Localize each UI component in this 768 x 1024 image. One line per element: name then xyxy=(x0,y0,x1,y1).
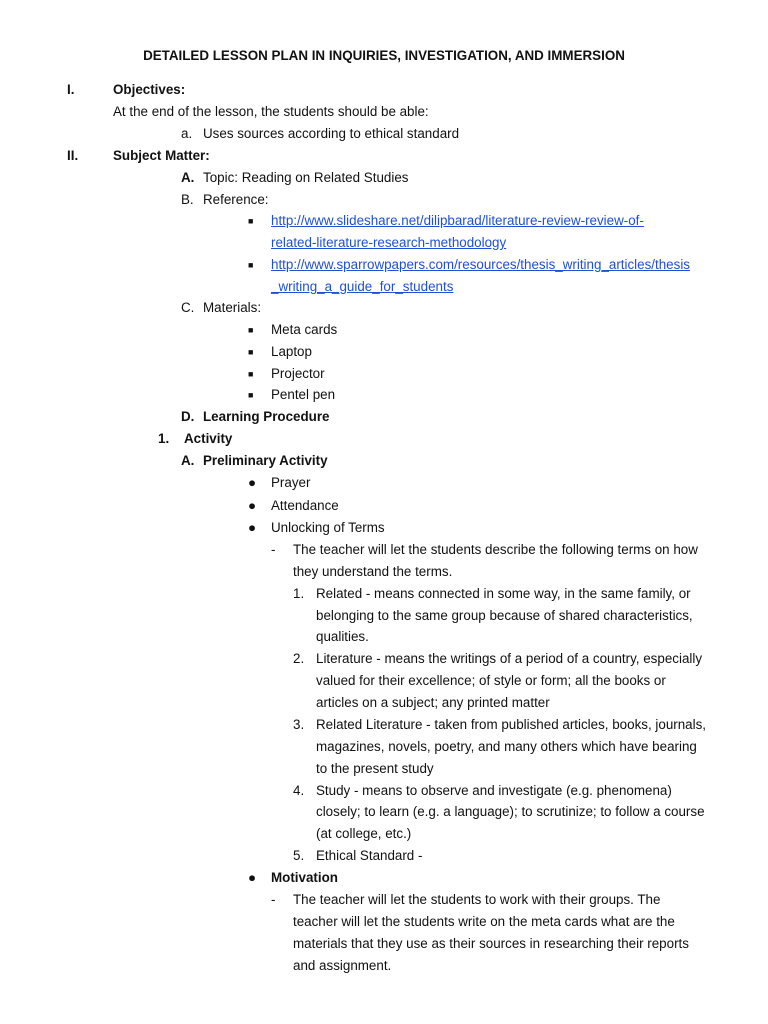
round-bullet-icon: ● xyxy=(248,498,257,513)
round-bullet-icon: ● xyxy=(248,870,257,885)
term-definition: Ethical Standard - xyxy=(316,848,423,863)
document-title: DETAILED LESSON PLAN IN INQUIRIES, INVESTIGATION, AND IMMERSION xyxy=(143,48,625,63)
material-item: Meta cards xyxy=(271,322,338,337)
activity-number: 1. xyxy=(158,431,170,446)
round-bullet-icon: ● xyxy=(248,475,257,490)
term-definition: Related Literature - taken from published articles, books, journals, xyxy=(316,717,707,732)
material-item: Laptop xyxy=(271,344,312,359)
reference-link-2-cont[interactable]: _writing_a_guide_for_students xyxy=(271,279,454,294)
square-bullet-icon: ■ xyxy=(248,260,254,270)
preliminary-item: Unlocking of Terms xyxy=(271,520,385,535)
term-number: 4. xyxy=(293,783,305,798)
motivation-text: The teacher will let the students to work with their groups. The xyxy=(293,892,661,907)
term-definition: to the present study xyxy=(316,761,434,776)
square-bullet-icon: ■ xyxy=(248,369,254,379)
section-1-number: I. xyxy=(67,82,75,97)
motivation-text: materials that they use as their sources in researching their reports xyxy=(293,936,689,951)
dash-bullet: - xyxy=(271,892,276,907)
terms-instruction-cont: they understand the terms. xyxy=(293,564,453,579)
preliminary-heading: Preliminary Activity xyxy=(203,453,328,468)
term-number: 3. xyxy=(293,717,305,732)
term-number: 2. xyxy=(293,651,305,666)
term-definition: Literature - means the writings of a period of a country, especially xyxy=(316,651,703,666)
objective-a-text: Uses sources according to ethical standard xyxy=(203,126,460,141)
objectives-intro: At the end of the lesson, the students should be able: xyxy=(113,104,429,119)
procedure-heading: Learning Procedure xyxy=(203,409,330,424)
term-definition: qualities. xyxy=(316,629,369,644)
material-item: Pentel pen xyxy=(271,387,336,402)
term-definition: Related - means connected in some way, in the same family, or xyxy=(316,586,691,601)
section-2-heading: Subject Matter: xyxy=(113,148,210,163)
term-definition: (at college, etc.) xyxy=(316,826,412,841)
dash-bullet: - xyxy=(271,542,276,557)
square-bullet-icon: ■ xyxy=(248,390,254,400)
round-bullet-icon: ● xyxy=(248,520,257,535)
section-1-heading: Objectives: xyxy=(113,82,186,97)
square-bullet-icon: ■ xyxy=(248,347,254,357)
objective-a-marker: a. xyxy=(181,126,193,141)
reference-marker: B. xyxy=(181,192,194,207)
materials-label: Materials: xyxy=(203,300,262,315)
term-definition: closely; to learn (e.g. a language); to scrutinize; to follow a course xyxy=(316,804,705,819)
square-bullet-icon: ■ xyxy=(248,216,254,226)
term-number: 1. xyxy=(293,586,305,601)
preliminary-marker: A. xyxy=(181,453,195,468)
topic-marker: A. xyxy=(181,170,195,185)
preliminary-item: Attendance xyxy=(271,498,339,513)
procedure-marker: D. xyxy=(181,409,195,424)
activity-heading: Activity xyxy=(184,431,233,446)
terms-instruction: The teacher will let the students describe the following terms on how xyxy=(293,542,698,557)
term-definition: valued for their excellence; of style or form; all the books or xyxy=(316,673,666,688)
motivation-heading: Motivation xyxy=(271,870,338,885)
materials-marker: C. xyxy=(181,300,195,315)
term-definition: magazines, novels, poetry, and many others which have bearing xyxy=(316,739,697,754)
reference-label: Reference: xyxy=(203,192,269,207)
term-number: 5. xyxy=(293,848,305,863)
section-2-number: II. xyxy=(67,148,79,163)
preliminary-item: Prayer xyxy=(271,475,311,490)
square-bullet-icon: ■ xyxy=(248,325,254,335)
term-definition: Study - means to observe and investigate (e.g. phenomena) xyxy=(316,783,672,798)
motivation-text: teacher will let the students write on the meta cards what are the xyxy=(293,914,675,929)
material-item: Projector xyxy=(271,366,325,381)
term-definition: belonging to the same group because of shared characteristics, xyxy=(316,608,693,623)
term-definition: articles on a subject; any printed matter xyxy=(316,695,550,710)
topic-text: Topic: Reading on Related Studies xyxy=(203,170,409,185)
reference-link-2[interactable]: http://www.sparrowpapers.com/resources/thesis_writing_articles/thesis xyxy=(271,257,690,272)
reference-link-1-cont[interactable]: related-literature-research-methodology xyxy=(271,235,507,250)
reference-link-1[interactable]: http://www.slideshare.net/dilipbarad/literature-review-review-of- xyxy=(271,213,644,228)
motivation-text: and assignment. xyxy=(293,958,392,973)
